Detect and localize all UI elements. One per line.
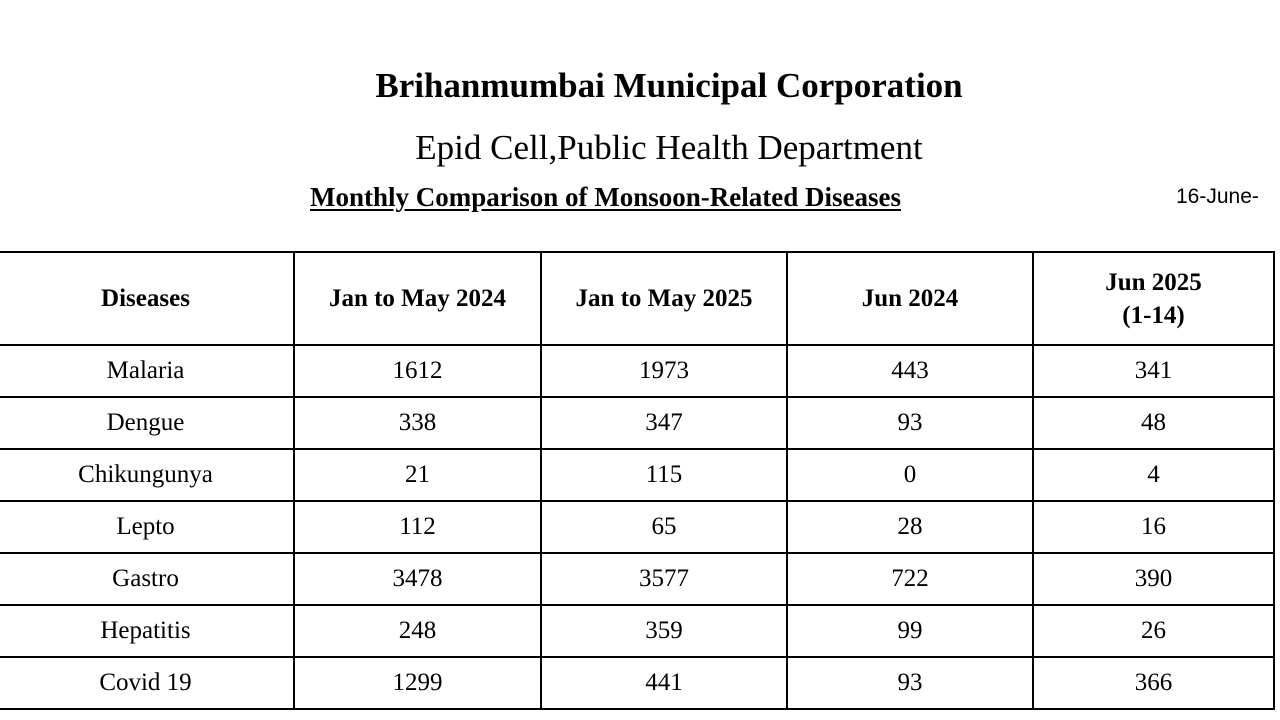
jun-2025-cell: 4 bbox=[1033, 449, 1274, 501]
table-header-row bbox=[0, 252, 1274, 345]
column-header-jan-may-2024: Jan to May 2024 bbox=[294, 252, 541, 345]
jan-may-2025-cell: 65 bbox=[541, 501, 787, 553]
jan-may-2024-cell: 338 bbox=[294, 397, 541, 449]
table-row bbox=[0, 553, 1274, 605]
disease-name-cell: Lepto bbox=[0, 501, 294, 553]
report-date: 16-June- bbox=[1176, 185, 1259, 208]
disease-comparison-table bbox=[0, 251, 1275, 710]
table-row bbox=[0, 605, 1274, 657]
jan-may-2024-cell: 21 bbox=[294, 449, 541, 501]
jun-2024-cell: 443 bbox=[787, 345, 1033, 397]
jun-2025-cell: 26 bbox=[1033, 605, 1274, 657]
disease-name-cell: Malaria bbox=[0, 345, 294, 397]
jun-2024-cell: 99 bbox=[787, 605, 1033, 657]
jan-may-2024-cell: 1299 bbox=[294, 657, 541, 709]
jan-may-2025-cell: 441 bbox=[541, 657, 787, 709]
jun-2025-cell: 390 bbox=[1033, 553, 1274, 605]
jan-may-2025-cell: 347 bbox=[541, 397, 787, 449]
table-row bbox=[0, 345, 1274, 397]
jun-2025-cell: 48 bbox=[1033, 397, 1274, 449]
report-title: Monthly Comparison of Monsoon-Related Diseases bbox=[310, 182, 901, 212]
jun-2025-cell: 366 bbox=[1033, 657, 1274, 709]
jun-2025-cell: 16 bbox=[1033, 501, 1274, 553]
disease-name-cell: Dengue bbox=[0, 397, 294, 449]
jan-may-2024-cell: 112 bbox=[294, 501, 541, 553]
jan-may-2024-cell: 1612 bbox=[294, 345, 541, 397]
department-title: Epid Cell,Public Health Department bbox=[415, 128, 923, 167]
column-header-jun-2025 bbox=[1033, 252, 1274, 345]
disease-name-cell: Covid 19 bbox=[0, 657, 294, 709]
jan-may-2024-cell: 3478 bbox=[294, 553, 541, 605]
jan-may-2025-cell: 359 bbox=[541, 605, 787, 657]
jan-may-2025-cell: 3577 bbox=[541, 553, 787, 605]
table-row bbox=[0, 397, 1274, 449]
column-header-jun-2025-label: Jun 2025 bbox=[1105, 268, 1202, 296]
jun-2024-cell: 0 bbox=[787, 449, 1033, 501]
column-header-jun-2024: Jun 2024 bbox=[787, 252, 1033, 345]
jun-2025-cell: 341 bbox=[1033, 345, 1274, 397]
column-header-diseases: Diseases bbox=[0, 252, 294, 345]
jun-2024-cell: 28 bbox=[787, 501, 1033, 553]
table-row bbox=[0, 657, 1274, 709]
jan-may-2025-cell: 1973 bbox=[541, 345, 787, 397]
disease-name-cell: Gastro bbox=[0, 553, 294, 605]
jun-2024-cell: 93 bbox=[787, 657, 1033, 709]
jan-may-2024-cell: 248 bbox=[294, 605, 541, 657]
jun-2024-cell: 93 bbox=[787, 397, 1033, 449]
organization-title: Brihanmumbai Municipal Corporation bbox=[375, 66, 963, 105]
jan-may-2025-cell: 115 bbox=[541, 449, 787, 501]
column-header-jun-2025-range: (1-14) bbox=[1122, 301, 1185, 329]
jun-2024-cell: 722 bbox=[787, 553, 1033, 605]
table-row bbox=[0, 449, 1274, 501]
table-row bbox=[0, 501, 1274, 553]
column-header-jan-may-2025: Jan to May 2025 bbox=[541, 252, 787, 345]
disease-name-cell: Hepatitis bbox=[0, 605, 294, 657]
disease-name-cell: Chikungunya bbox=[0, 449, 294, 501]
